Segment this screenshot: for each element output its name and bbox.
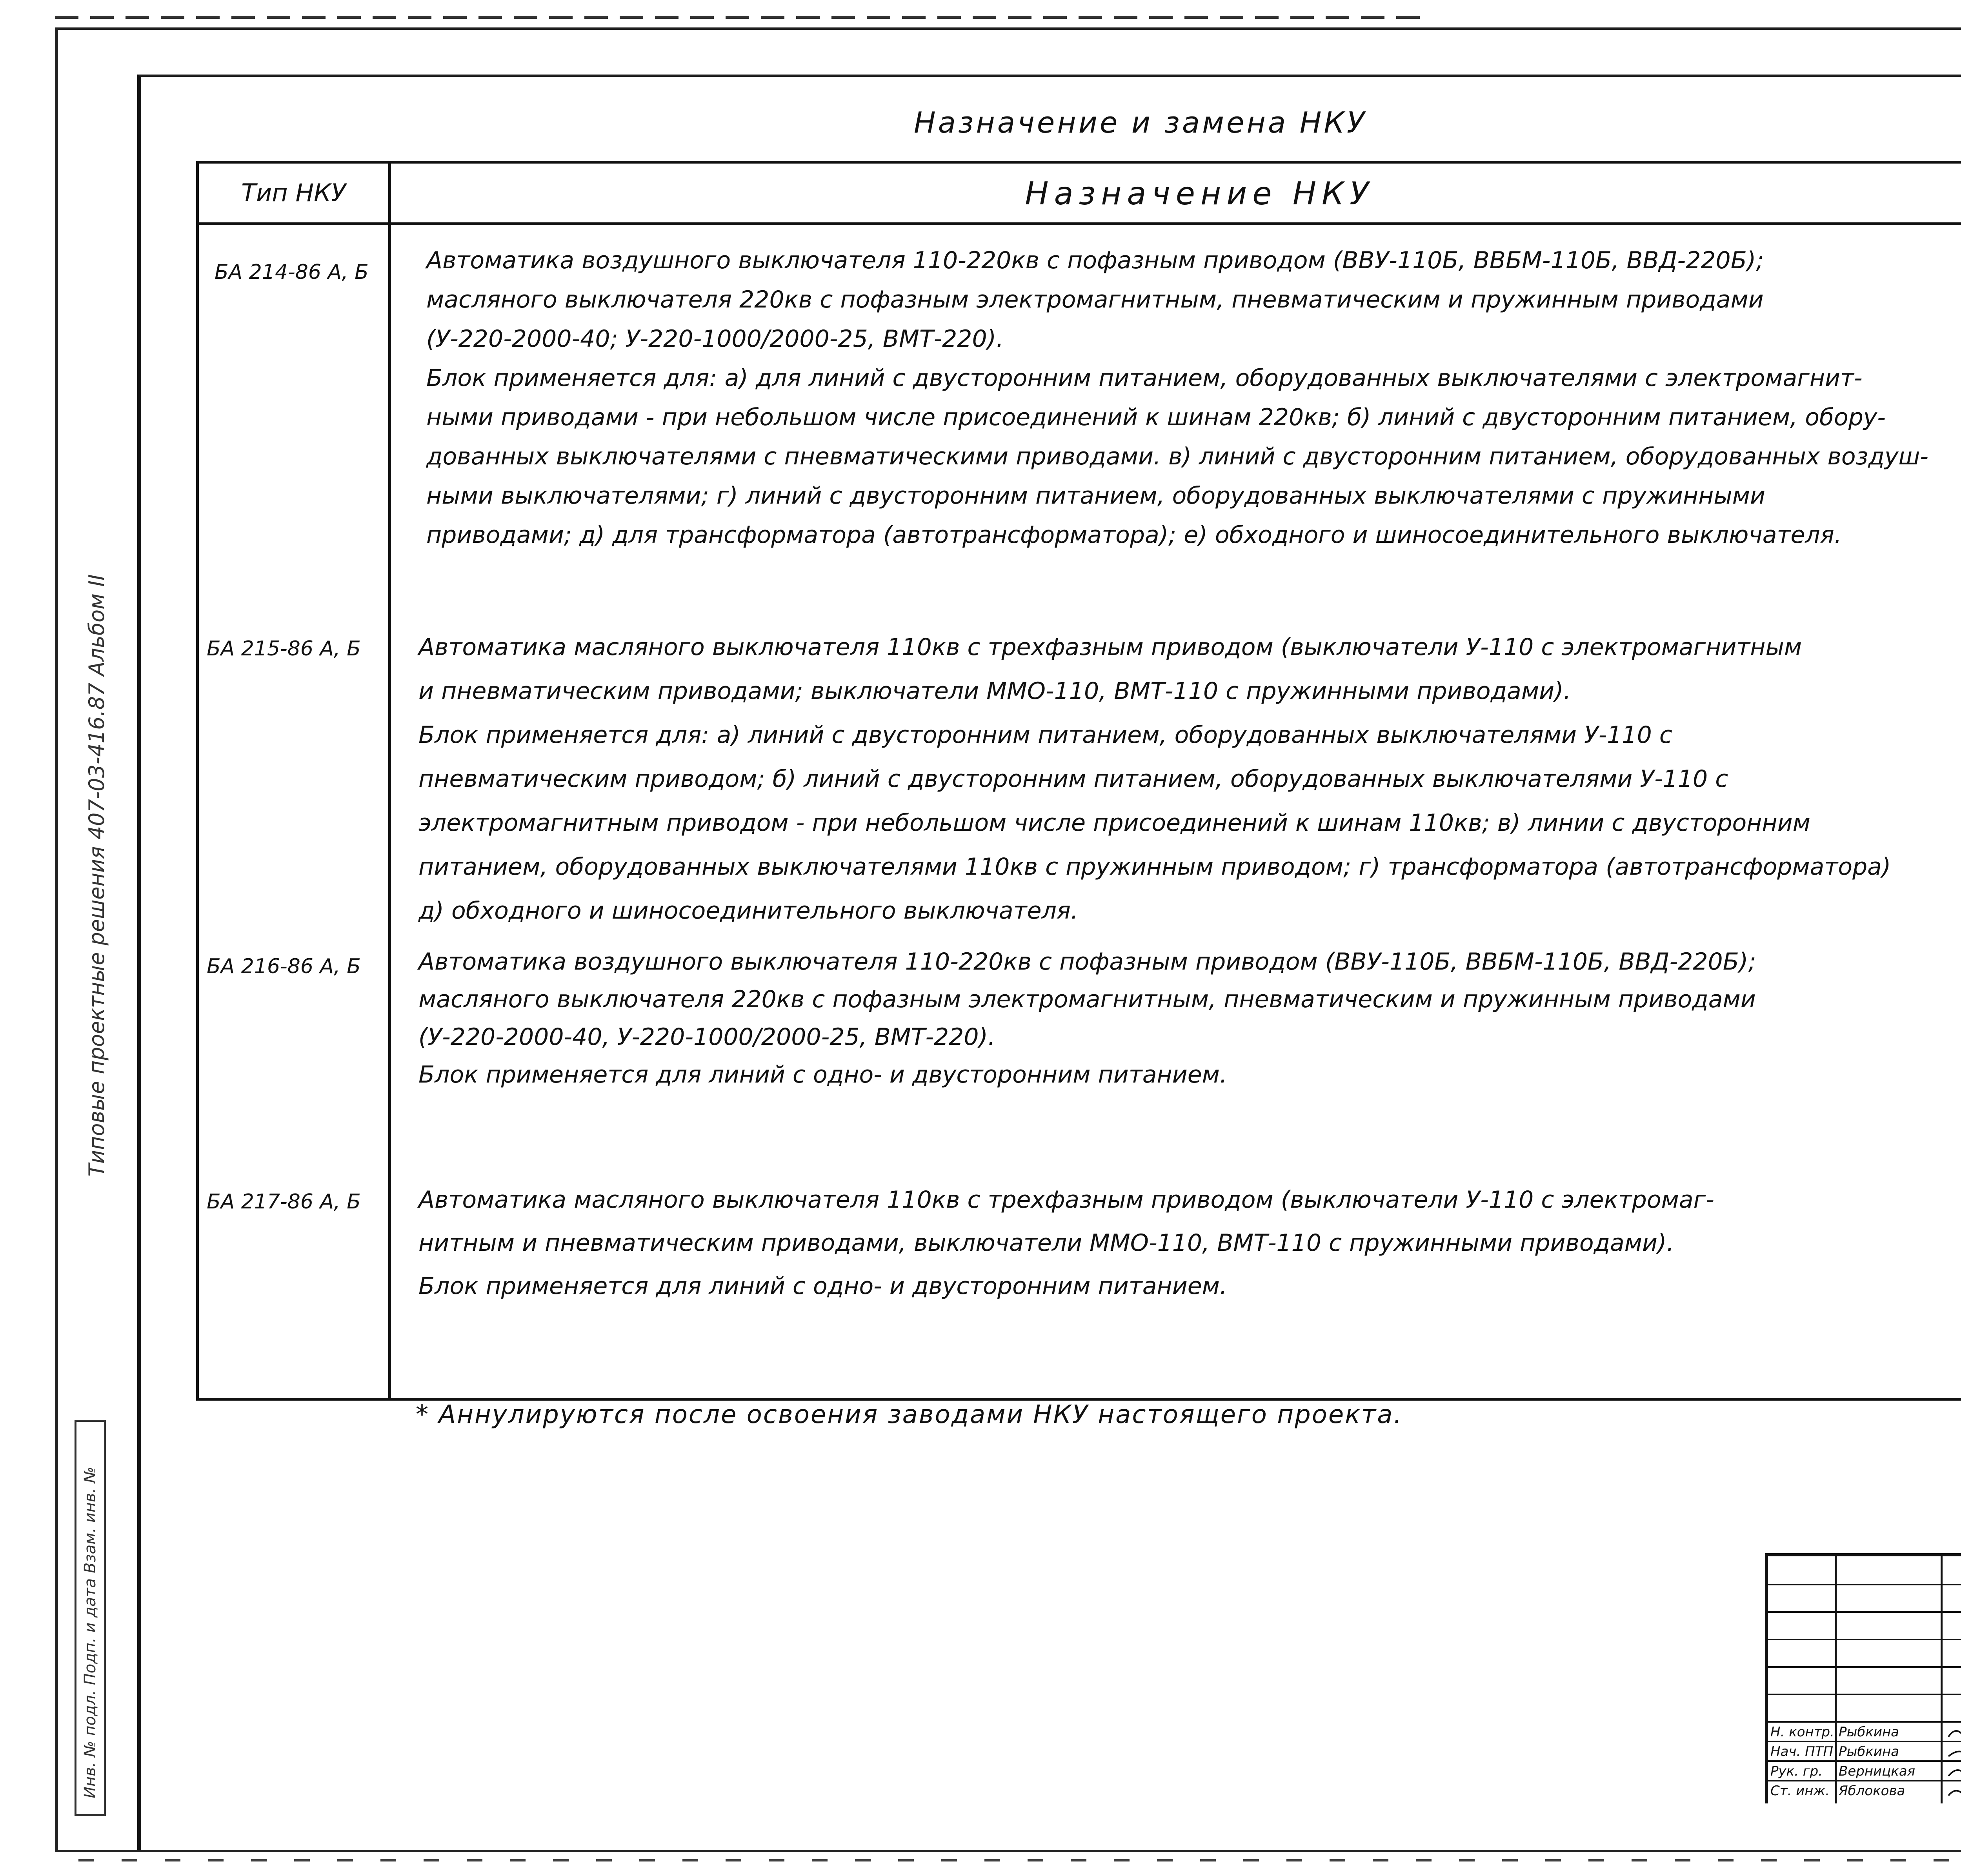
stamp-line (1768, 1694, 1961, 1695)
table-body-row (198, 224, 1961, 1399)
side-album-label: Типовые проектные решения 407-03-416.87 Альбом II (84, 574, 109, 1177)
stamp-line (1941, 1556, 1943, 1803)
title-block (1765, 1553, 1961, 1803)
row-purpose-2: Автоматика масляного выключателя 110кв с трехфазным приводом (выключатели У-110 с электромагнитным и пневматическим приводами; выключатели ММО-110, ВМТ-110 с пружинными приводами). Блок применяется для: а) линий с двусторонним питанием, оборудованных выключателями У-110 с пневматическим приводом; б) линий с двусторонним питанием, оборудованных выключателями У-110 с электромагнитным приводом - при небольшом числе присоединений к шинам 110кв; в) линии с двусторонним питанием, оборудованных выключателями 110кв с пружинным приводом; г) трансформатора (автотрансформатора) д) обходного и шиносоединительного выключателя. (418, 633, 1891, 924)
stamp-line (1768, 1760, 1961, 1762)
table-title: Назначение и замена НКУ (914, 106, 1367, 140)
col-header-purpose: Назначение НКУ (390, 162, 1961, 224)
row-code-3: БА 216-86 А, Б (207, 955, 361, 978)
row-code-4: БА 217-86 А, Б (207, 1190, 361, 1214)
stamp-line (1835, 1556, 1837, 1803)
codes-cell (198, 224, 390, 1399)
row-code-2: БА 215-86 А, Б (207, 637, 361, 661)
row-purpose-1: Автоматика воздушного выключателя 110-220кв с пофазным приводом (ВВУ-110Б, ВВБМ-110Б, ВВД-220Б); масляного выключателя 220кв с пофазным электромагнитным, пневматическим и пружинным приводами (У-220-2000-40; У-220-1000/2000-25, ВМТ-220). Блок применяется для: а) для линий с двусторонним питанием, оборудованных выключателями с электромагнит- ными приводами - при небольшом числе присоединений к шинам 220кв; б) линий с двусторонним питанием, обору- дованных выключателями с пневматическими приводами. в) линий с двусторонним питанием, оборудованных воздуш- ными выключателями; г) линий с двусторонним питанием, оборудованных выключателями с пружинными приводами; д) для трансформатора (автотрансформатора); е) обходного и шиносоединительного выключателя. (426, 247, 1929, 549)
row-code-1: БА 214-86 А, Б (215, 260, 369, 284)
role-2: Нач. ПТП (1770, 1744, 1834, 1760)
side-stamp-label: Инв. № подл. Подп. и дата Взам. инв. № (81, 1467, 99, 1798)
row-purpose-3: Автоматика воздушного выключателя 110-220кв с пофазным приводом (ВВУ-110Б, ВВБМ-110Б, ВВД-220Б); масляного выключателя 220кв с пофазным электромагнитным, пневматическим и пружинным приводами (У-220-2000-40, У-220-1000/2000-25, ВМТ-220). Блок применяется для линий с одно- и двусторонним питанием. (418, 948, 1756, 1088)
name-2: Рыбкина (1839, 1744, 1899, 1760)
purpose-cell (390, 224, 1961, 1399)
stamp-line (1768, 1611, 1961, 1613)
crop-mark-bottom (78, 1859, 1961, 1861)
role-4: Ст. инж. (1770, 1783, 1830, 1799)
footnote: * Аннулируются после освоения заводами НКУ настоящего проекта. (416, 1400, 1403, 1429)
stamp-line (1768, 1639, 1961, 1640)
stamp-line (1768, 1584, 1961, 1585)
stamp-line (1768, 1666, 1961, 1668)
stamp-line (1768, 1780, 1961, 1781)
table-header-row (198, 162, 1961, 224)
role-3: Рук. гр. (1770, 1763, 1823, 1779)
name-4: Яблокова (1839, 1783, 1905, 1799)
name-3: Верницкая (1839, 1763, 1916, 1779)
row-purpose-4: Автоматика масляного выключателя 110кв с трехфазным приводом (выключатели У-110 с электромаг- нитным и пневматическим приводами, выключатели ММО-110, ВМТ-110 с пружинными приводами). Блок применяется для линий с одно- и двусторонним питанием. (418, 1186, 1714, 1300)
name-1: Рыбкина (1839, 1724, 1899, 1740)
col-header-type: Тип НКУ (198, 162, 390, 224)
nku-table (196, 161, 1961, 1401)
signatures (1945, 1721, 1961, 1803)
crop-mark-top (55, 16, 1428, 19)
stamp-line (1768, 1721, 1961, 1723)
side-stamp-box (75, 1420, 106, 1816)
stamp-line (1768, 1741, 1961, 1742)
role-1: Н. контр. (1770, 1724, 1834, 1740)
